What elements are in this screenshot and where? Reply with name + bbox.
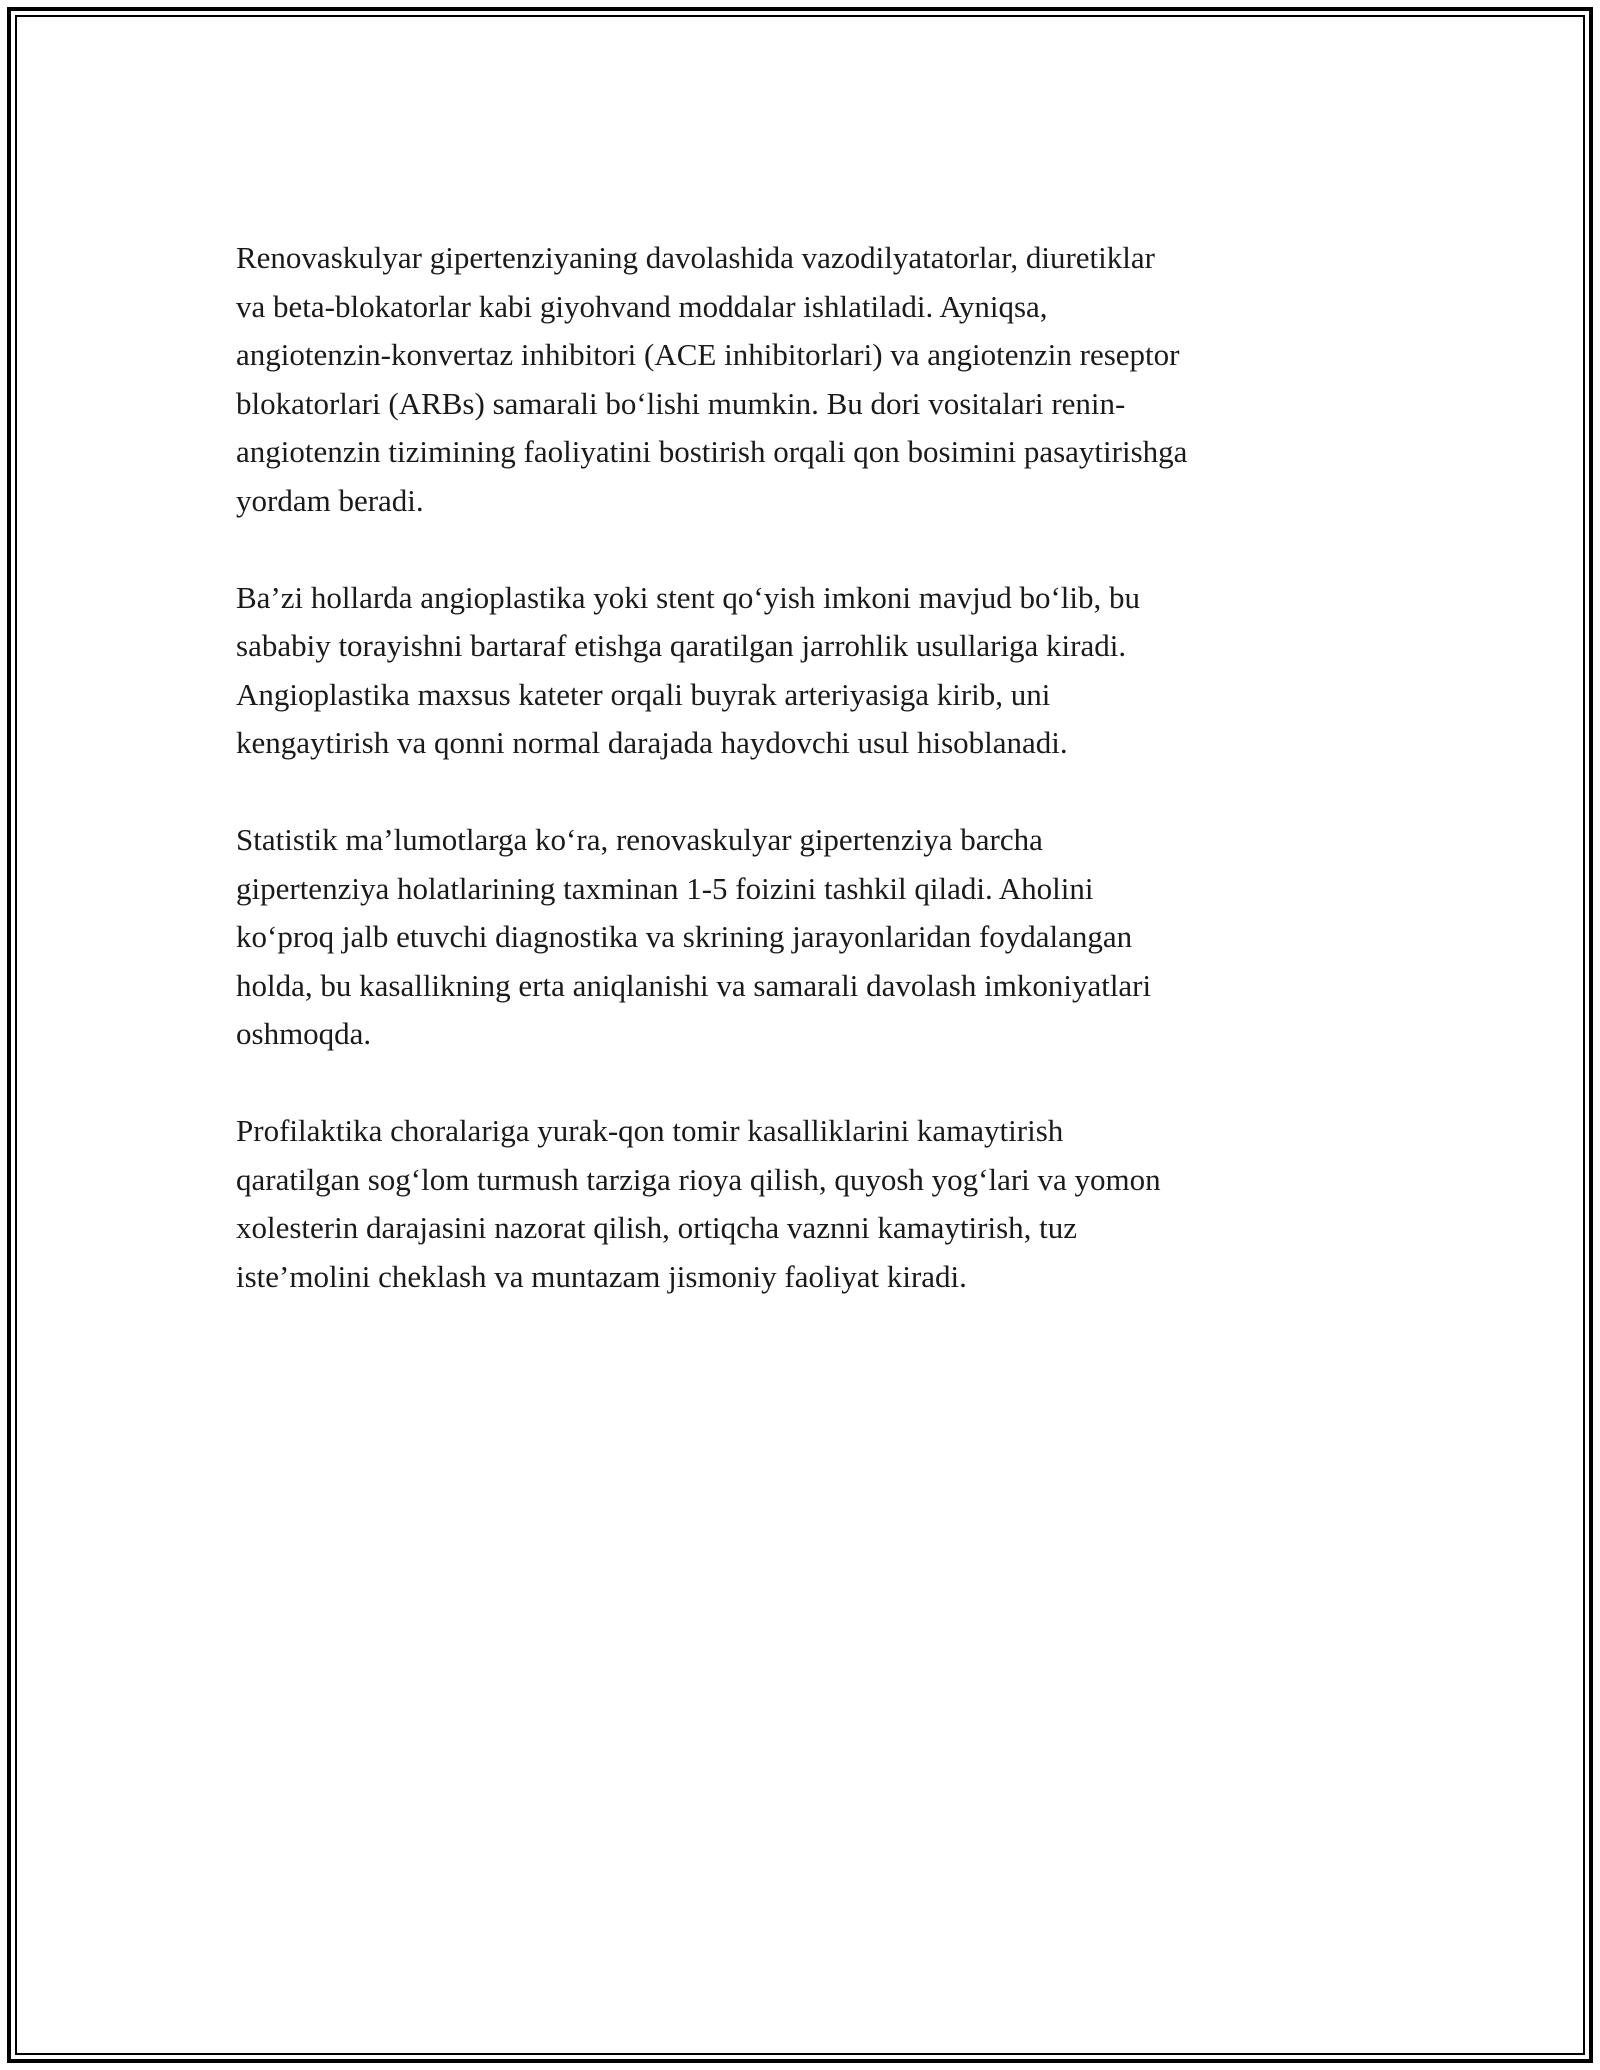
text-line: Renovaskulyar gipertenziyaning davolashida vazodilyatatorlar, diuretiklar	[236, 240, 1155, 275]
text-line: holda, bu kasallikning erta aniqlanishi va samarali davolash imkoniyatlari	[236, 967, 1152, 1003]
text-line: blokatorlari (ARBs) samarali bo‘lishi mumkin. Bu dori vositalari renin-	[236, 385, 1126, 421]
text-line: kengaytirish va qonni normal darajada haydovchi usul hisoblanadi.	[236, 725, 1068, 760]
text-line: oshmoqda.	[236, 1016, 372, 1051]
text-line: angiotenzin-konvertaz inhibitori (ACE inhibitorlari) va angiotenzin reseptor	[236, 337, 1180, 372]
text-line: sababiy torayishni bartaraf etishga qaratilgan jarrohlik usullariga kiradi.	[236, 628, 1127, 663]
text-line: qaratilgan sog‘lom turmush tarziga rioya qilish, quyosh yog‘lari va yomon	[236, 1161, 1161, 1197]
text-line: iste’molini cheklash va muntazam jismoniy faoliyat kiradi.	[236, 1258, 967, 1294]
document-body	[236, 234, 1376, 1350]
text-line: ko‘proq jalb etuvchi diagnostika va skrining jarayonlaridan foydalangan	[236, 919, 1133, 954]
paragraph-statistics	[236, 816, 1376, 1059]
paragraph-treatment-drugs	[236, 234, 1376, 525]
text-line: Statistik ma’lumotlarga ko‘ra, renovaskulyar gipertenziya barcha	[236, 822, 1043, 857]
text-line: va beta-blokatorlar kabi giyohvand moddalar ishlatiladi. Ayniqsa,	[236, 288, 1048, 324]
paragraph-angioplasty	[236, 574, 1376, 768]
text-line: Profilaktika choralariga yurak-qon tomir kasalliklarini kamaytirish	[236, 1113, 1064, 1148]
paragraph-prevention	[236, 1107, 1376, 1301]
text-line: Angioplastika maxsus kateter orqali buyrak arteriyasiga kirib, uni	[236, 676, 1051, 712]
text-line: gipertenziya holatlarining taxminan 1-5 foizini tashkil qiladi. Aholini	[236, 870, 1094, 906]
text-line: Ba’zi hollarda angioplastika yoki stent qo‘yish imkoni mavjud bo‘lib, bu	[236, 579, 1141, 615]
text-line: yordam beradi.	[236, 482, 424, 518]
text-line: angiotenzin tizimining faoliyatini bostirish orqali qon bosimini pasaytirishga	[236, 434, 1188, 469]
text-line: xolesterin darajasini nazorat qilish, ortiqcha vaznni kamaytirish, tuz	[236, 1210, 1078, 1245]
